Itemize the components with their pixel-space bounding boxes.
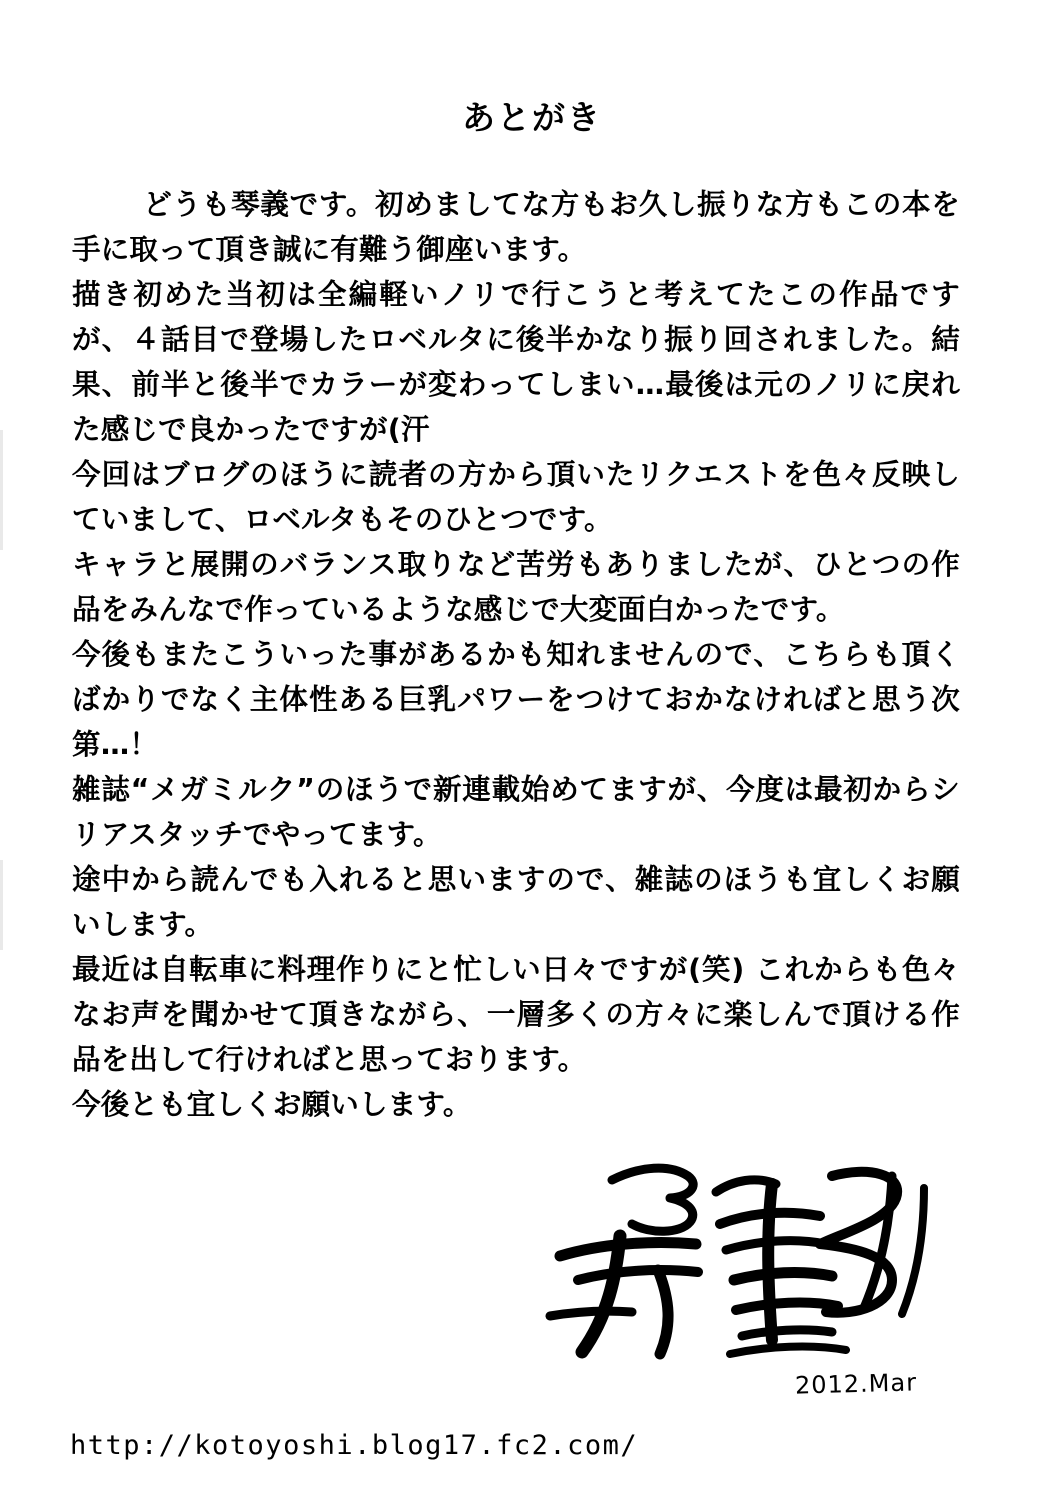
paragraph: キャラと展開のバランス取りなど苦労もありましたが、ひとつの作品をみんなで作っているような感じで大変面白かったです。 [72, 548, 960, 626]
paragraph: 最近は自転車に料理作りにと忙しい日々ですが(笑) これからも色々なお声を聞かせて頂きながら、一層多くの方々に楽しんで頂ける作品を出して行ければと思っております。 [72, 953, 960, 1076]
page-title: あとがき [462, 98, 602, 137]
paragraph: 今後もまたこういった事があるかも知れませんので、こちらも頂くばかりでなく主体性ある巨乳パワーをつけておかなければと思う次第…！ [72, 638, 960, 761]
paragraph: 途中から読んでも入れると思いますので、雑誌のほうも宜しくお願いします。 [72, 863, 960, 941]
paragraph: 描き初めた当初は全編軽いノリで行こうと考えてたこの作品ですが、４話目で登場したロベルタに後半かなり振り回されました。結果、前半と後半でカラーが変わってしまい…最後は元のノリに戻れた感じで良かったですが(汗 [72, 278, 960, 446]
handwritten-signature [520, 1140, 940, 1380]
blog-url[interactable]: http://kotoyoshi.blog17.fc2.com/ [70, 1430, 639, 1461]
signature-icon [520, 1140, 940, 1380]
paragraph: 今回はブログのほうに読者の方から頂いたリクエストを色々反映していまして、ロベルタもそのひとつです。 [72, 458, 960, 536]
signature-date: 2012.Mar [794, 1368, 918, 1400]
page-edge-mark [0, 860, 3, 950]
paragraph: 雑誌“メガミルク”のほうで新連載始めてますが、今度は最初からシリアスタッチでやってます。 [72, 773, 960, 851]
page-edge-mark [0, 430, 3, 550]
afterword-body [72, 182, 960, 1127]
paragraph: どうも琴義です。初めましてな方もお久し振りな方もこの本を手に取って頂き誠に有難う御座います。 [72, 188, 960, 266]
paragraph: 今後とも宜しくお願いします。 [72, 1088, 472, 1121]
